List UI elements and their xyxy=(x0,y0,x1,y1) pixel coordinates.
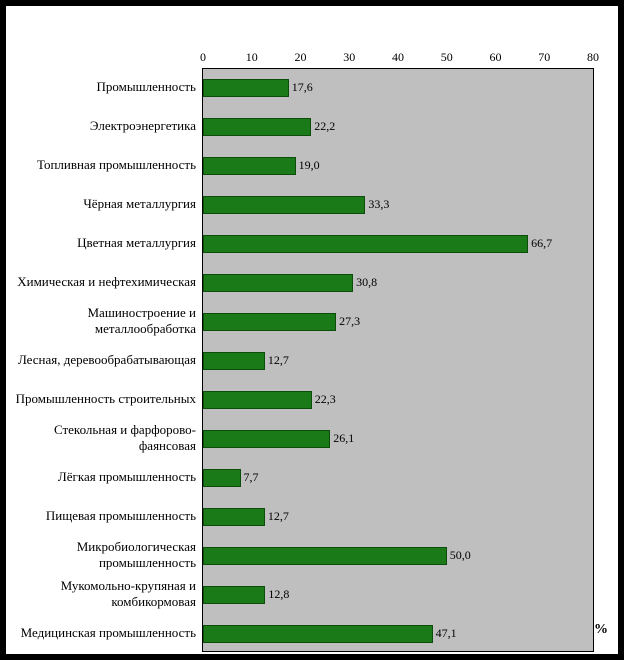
x-tick-label: 70 xyxy=(538,50,551,64)
category-label: Цветная металлургия xyxy=(77,235,196,251)
bar xyxy=(203,586,265,604)
category-label: Лесная, деревообрабатывающая xyxy=(17,352,196,367)
bar-row xyxy=(203,235,595,253)
bar xyxy=(203,79,289,97)
bar-value-label: 7,7 xyxy=(243,469,259,484)
bar-row xyxy=(203,157,595,175)
bar xyxy=(203,235,528,253)
x-tick-label: 0 xyxy=(200,50,206,64)
bar-row xyxy=(203,79,595,97)
bar-row xyxy=(203,469,595,487)
bar-value-label: 19,0 xyxy=(298,158,320,173)
category-label: Машиностроение и металлообработка xyxy=(87,305,196,337)
bar xyxy=(203,352,265,370)
bar-value-label: 17,6 xyxy=(291,80,313,95)
category-label: Промышленность xyxy=(96,79,196,95)
bar xyxy=(203,625,433,643)
bar xyxy=(203,391,312,409)
category-label: Промышленность строительных xyxy=(15,390,196,406)
bar-value-label: 66,7 xyxy=(531,236,553,251)
x-tick-label: 30 xyxy=(343,50,356,64)
x-tick-label: 50 xyxy=(440,50,453,64)
category-label: Топливная промышленность xyxy=(36,157,196,173)
bar-value-label: 12,8 xyxy=(268,586,290,601)
category-label: Химическая и нефтехимическая xyxy=(17,274,196,290)
bar-row xyxy=(203,196,595,214)
category-label: Электроэнергетика xyxy=(89,118,196,134)
y-axis-category-labels xyxy=(12,68,202,652)
bar-value-label: 12,7 xyxy=(267,508,289,523)
bar xyxy=(203,430,330,448)
bar-row xyxy=(203,625,595,643)
bar xyxy=(203,196,365,214)
bar-row xyxy=(203,586,595,604)
x-tick-label: 80 xyxy=(587,50,599,64)
bar-row xyxy=(203,274,595,292)
bar-row xyxy=(203,313,595,331)
bar-row xyxy=(203,391,595,409)
bar-value-label: 22,2 xyxy=(314,119,336,134)
x-axis-tick-labels xyxy=(200,50,599,68)
category-label: Чёрная металлургия xyxy=(83,196,196,212)
bar-value-label: 50,0 xyxy=(449,547,471,562)
bar xyxy=(203,508,265,526)
bar xyxy=(203,313,336,331)
bar-row xyxy=(203,430,595,448)
x-tick-label: 40 xyxy=(392,50,404,64)
category-label: Мукомольно-крупяная и комбикормовая xyxy=(60,577,196,609)
bar-value-label: 47,1 xyxy=(435,625,457,640)
category-label: Медицинская промышленность xyxy=(20,624,196,640)
bar-value-label: 33,3 xyxy=(368,197,390,212)
category-label: Микробиологическая промышленность xyxy=(76,538,196,570)
bar-value-label: 30,8 xyxy=(356,275,378,290)
bar xyxy=(203,157,296,175)
bar-value-label: 12,7 xyxy=(267,353,289,367)
category-label: Лёгкая промышленность xyxy=(57,468,196,484)
bar xyxy=(203,118,311,136)
category-label: Стекольная и фарфорово-фаянсовая xyxy=(53,421,196,453)
bar-value-label: 27,3 xyxy=(339,314,361,329)
bar-row xyxy=(203,118,595,136)
category-label: Пищевая промышленность xyxy=(45,507,196,523)
plot-area xyxy=(202,68,594,652)
x-tick-label: 60 xyxy=(489,50,502,64)
x-axis-unit-label: % xyxy=(594,622,608,637)
bar-row xyxy=(203,352,595,370)
bar xyxy=(203,547,447,565)
bar xyxy=(203,469,241,487)
bar-row xyxy=(203,547,595,565)
x-tick-label: 10 xyxy=(245,50,258,64)
x-tick-label: 20 xyxy=(294,50,307,64)
bar xyxy=(203,274,353,292)
bar-value-label: 22,3 xyxy=(314,391,336,406)
bar-value-label: 26,1 xyxy=(333,430,355,445)
bar-row xyxy=(203,508,595,526)
